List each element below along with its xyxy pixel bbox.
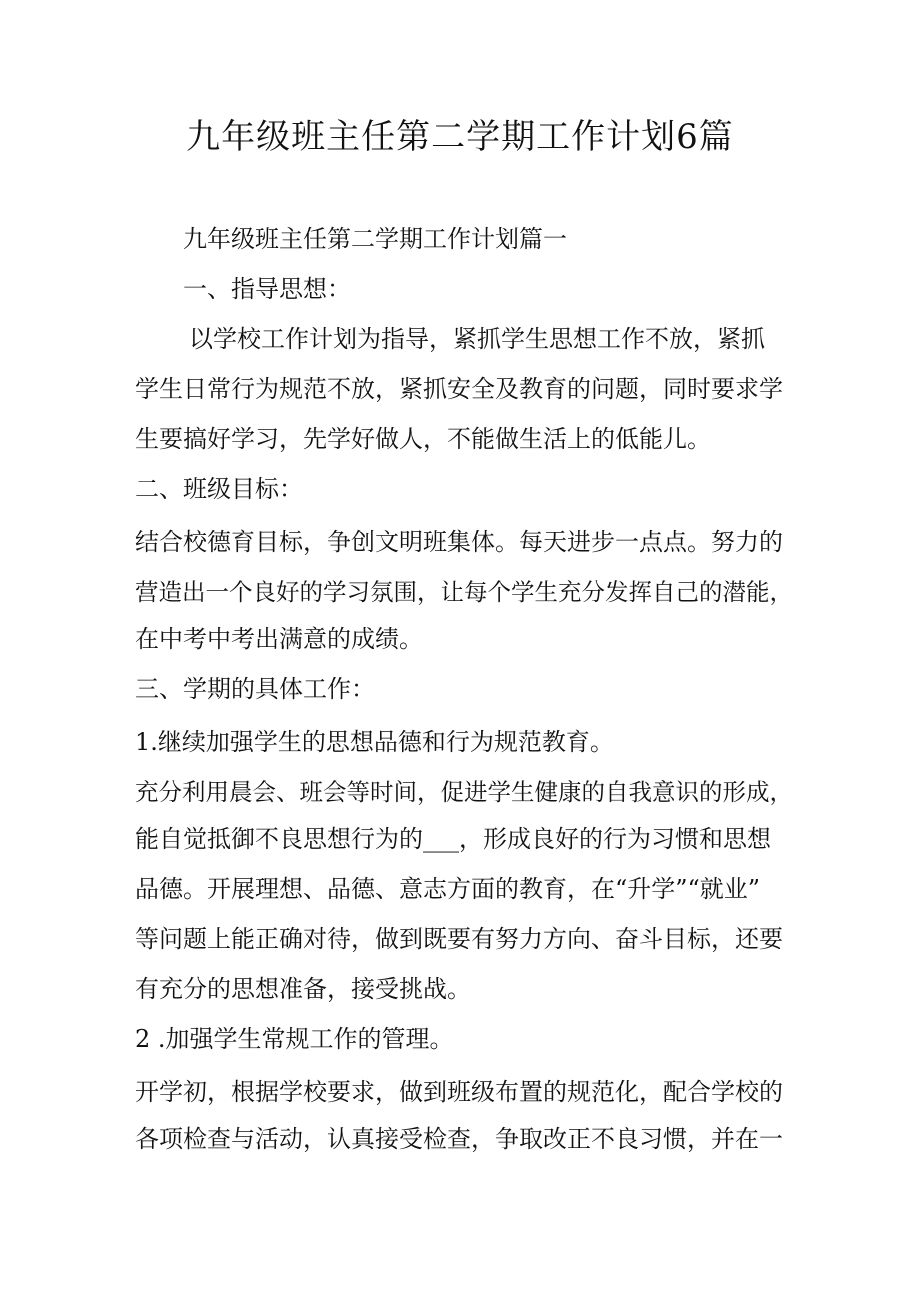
paragraph-line: 能自觉抵御不良思想行为的___，形成良好的行为习惯和思想 (135, 825, 771, 853)
section-heading-guiding-thought: 一、指导思想： (183, 275, 351, 303)
paragraph-line: 生要搞好学习，先学好做人，不能做生活上的低能儿。 (135, 425, 711, 453)
item-heading-1: 1.继续加强学生的思想品德和行为规范教育。 (135, 728, 614, 756)
paragraph-line: 开学初，根据学校要求，做到班级布置的规范化，配合学校的 (135, 1078, 783, 1106)
paragraph-line: 品德。开展理想、品德、意志方面的教育，在“升学”“就业” (135, 875, 761, 903)
paragraph-line: 充分利用晨会、班会等时间，促进学生健康的自我意识的形成， (135, 778, 793, 806)
item-heading-2: 2 .加强学生常规工作的管理。 (135, 1025, 454, 1053)
paragraph-line: 以学校工作计划为指导，紧抓学生思想工作不放，紧抓 (189, 325, 765, 353)
plan-subtitle: 九年级班主任第二学期工作计划篇一 (183, 225, 567, 253)
document-title: 九年级班主任第二学期工作计划6篇 (186, 117, 734, 157)
paragraph-line: 等问题上能正确对待，做到既要有努力方向、奋斗目标，还要 (135, 925, 783, 953)
section-heading-class-goal: 二、班级目标： (135, 475, 303, 503)
paragraph-line: 在中考中考出满意的成绩。 (135, 625, 423, 653)
paragraph-line: 学生日常行为规范不放，紧抓安全及教育的问题，同时要求学 (135, 375, 783, 403)
paragraph-line: 有充分的思想准备，接受挑战。 (135, 975, 471, 1003)
paragraph-line: 结合校德育目标，争创文明班集体。每天进步一点点。努力的 (135, 528, 783, 556)
section-heading-specific-work: 三、学期的具体工作： (135, 675, 375, 703)
paragraph-line: 各项检查与活动，认真接受检查，争取改正不良习惯，并在一 (135, 1125, 783, 1153)
paragraph-line: 营造出一个良好的学习氛围，让每个学生充分发挥自己的潜能， (135, 578, 793, 606)
